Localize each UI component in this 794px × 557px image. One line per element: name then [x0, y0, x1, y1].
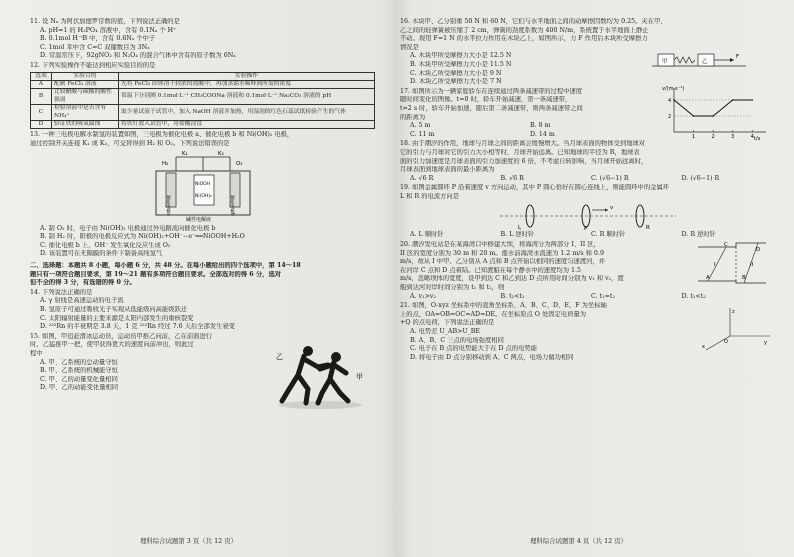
table-header: 实验目的 [52, 72, 119, 80]
table-row [31, 80, 375, 88]
chart-x-tick-label: 4 [750, 133, 754, 140]
velocity-time-chart [658, 82, 770, 144]
niooh-label: NiOOH [195, 181, 211, 187]
q19-line: 19. 如图金属圆环 P 沿着速度 v 方向运动，其中 P 圆心恰好在圆心连线上，则能圆环中的金属环 [400, 184, 670, 192]
q17-options-row [400, 122, 650, 131]
table-cell: 配制 FeCl₃ 溶液 [52, 80, 119, 88]
origin-label: O [724, 339, 728, 346]
q20-option-c: C. t₁=t₂ [591, 292, 615, 300]
q17-option-c: C. 11 m [410, 130, 435, 138]
right-page-footer: 理科综合试题第 4 页（共 12 页） [530, 537, 628, 545]
table-cell: C [31, 105, 52, 121]
q18-option-c: C. (√6−1) R [591, 174, 629, 182]
table-cell: 比较醋酸与碳酸的酸性强弱 [52, 89, 119, 105]
q18-line: 它的引力与月球对它的引力大小相等时，月球开始远离。已知地球的半径为 R，地球表 [400, 148, 640, 156]
table-cell: 常温下分别测 0.1mol·L⁻¹ CH₃COONa 溶液和 0.1mol·L⁻¹ Na₂CO₃ 溶液的 pH [119, 89, 375, 105]
chart-series-line [674, 100, 752, 116]
rings-figure [490, 201, 690, 231]
question-20 [400, 241, 772, 301]
q14-option-c: C. 太阳辐射能量的主要来源是太阳内部发生的重核裂变 [40, 314, 194, 322]
q21-line: 上的点，OA=OB=OC=AD=DE。在坐标原点 O 处固定电荷量为 [400, 310, 587, 318]
ring-r-label: R [646, 225, 650, 232]
q13-line: 13. 一种三电极电解水制氢的装置如图，三电极为催化电极 a、催化电极 b 和 Ni(OH)₂ 电极， [30, 131, 294, 139]
q14-option-a: A. γ 射线是高速运动的电子流 [40, 297, 124, 305]
ring-l-label: L [518, 225, 522, 232]
q11-stem: 11. 设 Nₐ 为阿伏加德罗常数的值，下列说法正确的是 [30, 18, 180, 25]
q15-line: 时，乙猛推甲一把，使甲获得更大的速度向前冲出，则此过 [30, 341, 194, 349]
q20-line: II 区的宽度分别为 30 m 和 20 m。涨水前海湾水流速为 1.2 m/s 和 0.9 [400, 249, 604, 257]
chart-x-tick-label: 3 [731, 133, 735, 140]
h2-label: H₂ [162, 160, 169, 167]
chart-data-point [751, 99, 753, 101]
q13-option-a: A. 制 O₂ 时，电子由 Ni(OH)₂ 电极通过外电路流向催化电极 b [40, 224, 216, 232]
q17-option-a: A. 5 m [410, 122, 431, 130]
table-cell: 验证铁的吸氧腐蚀 [52, 121, 119, 129]
spring-icon [674, 57, 695, 63]
question-18 [400, 140, 772, 183]
ring-p-label: P [584, 226, 588, 232]
chart-data-point [712, 115, 714, 117]
q18-option-d: D. (√6−1) R [681, 174, 720, 182]
left-page [30, 18, 382, 394]
q21-option-c: C. 电子在 B 点的电势能大于在 D 点的电势能 [410, 345, 538, 353]
electrolyte-label: 碱性电解液 [186, 216, 212, 223]
q20-option-a: A. v₁>v₂ [410, 292, 436, 300]
question-17 [400, 85, 772, 142]
table-cell: 取少量试液于试管中，加入 NaOH 溶液并加热，用湿润的红色石蕊试纸检验产生的气体 [119, 105, 375, 121]
q16-line: 乙之间的轻弹簧被压缩了 2 cm，弹簧的劲度系数为 400 N/m，系统置于水平地面上静止 [400, 26, 649, 34]
chart-data-point [673, 99, 675, 101]
skater-a-label: 甲 [356, 372, 363, 381]
q16-option-a: A. 木块甲所受摩擦力大小是 12.5 N [410, 52, 512, 60]
q13-option-b: B. 制 H₂ 时，阳极的电极反应式为 Ni(OH)₂+OH⁻−e⁻══NiOOH+H₂O [40, 233, 245, 241]
q14-stem: 14. 下列说法正确的是 [30, 288, 93, 296]
q11-option-a: A. pH=1 的 H₃PO₄ 溶液中，含有 0.1Nₐ 个 H⁺ [40, 26, 177, 34]
q20-line: m/s，故从 I 中甲、乙分别从 A 点和 B 点开始以相同的速度匀速渡河，并 [400, 258, 606, 266]
question-11 [30, 18, 382, 61]
chart-y-tick-label: 2 [668, 113, 672, 120]
table-row [31, 89, 375, 105]
q20-line: 20. 潮汐发电站是在某海湾口中修建大坝，将海湾分为两部分 I、II 区， [400, 241, 600, 249]
table-header: 选项 [31, 72, 52, 80]
q16-line: 16. 木块甲、乙分别重 50 N 和 60 N，它们与水平地面之间的动摩擦因数均为 0.25。夹在甲、 [400, 18, 667, 25]
q15-line: 15. 如图，甲追赶滑冰运动员，运动员甲推乙向前，乙在前面进行 [30, 332, 213, 340]
q16-option-c: C. 木块乙所受摩擦力大小是 9 N [410, 69, 502, 77]
q17-options-row [400, 131, 650, 140]
river-figure [696, 241, 770, 285]
nickel-electrode [194, 175, 214, 205]
q14-option-d: D. ²²²Rn 的半衰期是 3.8 天，1 克 ²²²Rn 经过 7.6 天后全部发生衰变 [40, 323, 235, 331]
q17-line: 17. 如图所示为一辆家庭轿车在连续通过两条减速带的过程中速度 [400, 87, 583, 95]
electrode-b-label: 催化电极b [229, 194, 235, 216]
q19-option-c: C. R 顺时针 [591, 231, 626, 239]
question-14 [30, 289, 382, 332]
chart-data-point [732, 99, 734, 101]
table-cell: D [31, 121, 52, 129]
q17-option-d: D. 14 m [530, 130, 555, 138]
question-12 [30, 62, 382, 129]
q17-line: 随时间变化的图像。t=0 时，轿车开始减速，第一条减速带， [400, 96, 572, 104]
skater-b-label: 乙 [276, 352, 283, 361]
q11-option-d: D. 常温常压下，92gNO₂ 和 N₂O₄ 的混合气体中含有的原子数为 6Nₐ [40, 52, 236, 60]
q15-option-a: A. 甲、乙系统的总动量守恒 [40, 358, 118, 366]
q18-option-b: B. √6 R [500, 174, 524, 182]
section-2-instructions [30, 262, 382, 288]
q13-line: 通过控制开关连接 K₁ 或 K₂，可交替得到 H₂ 和 O₂。下列说法错误的是 [30, 140, 230, 147]
table-cell: 先将 FeCl₃ 固体溶于较浓的盐酸中，再加蒸馏水稀释到所需的浓度 [119, 80, 375, 88]
q16-option-d: D. 木块乙所受摩擦力大小是 7 N [410, 78, 502, 86]
table-cell: 将铁钉放入试管中，用盐酸浸没 [119, 121, 375, 129]
coordinate-figure [700, 306, 772, 352]
table-cell: B [31, 89, 52, 105]
q21-option-a: A. 电势差 U_AB>U_BE [410, 328, 481, 335]
q21-line: +Q 的点电荷，下列说法正确的是 [400, 319, 495, 327]
electrolysis-diagram [138, 149, 268, 225]
force-arrow-icon [730, 58, 734, 62]
q21-option-b: B. A、B、C 三点的电场强度相同 [410, 336, 504, 344]
q18-option-a: A. √6 R [410, 174, 434, 182]
section-2-line: 但不全的得 3 分，有选错的得 0 分。 [30, 279, 136, 287]
q16-line: 不动。现用 F=1 N 的水平拉力作用在木块乙上，如图所示，力 F 作用后木块所受摩擦力 [400, 35, 648, 43]
block-b-label: 乙 [702, 59, 708, 65]
nioh2-label: Ni(OH)₂ [195, 193, 212, 199]
q19-line: L 和 R 的电流方向是 [400, 192, 460, 200]
table-cell: 检验溶液中是否含有 NH₄⁺ [52, 105, 119, 121]
q21-option-d: D. 将电子由 D 点分别移动到 A、C 两点，电场力做功相同 [410, 353, 574, 361]
question-15 [30, 333, 382, 393]
q11-option-c: C. 1mol 苯中含 C=C 双键数目为 3Nₐ [40, 43, 150, 51]
point-b-label: B [742, 275, 746, 282]
z-axis-label: z [732, 309, 735, 316]
chart-y-tick-label: 4 [668, 97, 672, 104]
o2-label: O₂ [236, 160, 243, 167]
k1-label: K₁ [182, 150, 188, 157]
q19-option-a: A. L 顺时针 [410, 231, 444, 239]
y-axis-label: y [764, 340, 767, 347]
q19-option-d: D. R 逆时针 [681, 231, 716, 239]
q15-option-c: C. 甲、乙的动量变化量相同 [40, 375, 118, 383]
q15-option-b: B. 甲、乙系统的机械能守恒 [40, 367, 118, 375]
block-a-label: 甲 [662, 59, 668, 65]
q18-line: 18. 由于潮汐的作用，地球与月球之间的距离会缓慢增大。当月球表面的物体受到地球对 [400, 140, 646, 148]
q13-option-d: D. 该装置可在无隔膜的条件下制备高纯氢气 [40, 250, 163, 258]
q13-option-c: C. 催化电极 b 上，OH⁻ 发生氧化反应生成 O₂ [40, 241, 171, 249]
q16-line: 情况是 [400, 43, 419, 51]
q15-option-d: D. 甲、乙的动能变化量相同 [40, 384, 119, 392]
section-2-line: 题只有一项符合题目要求，第 19～21 题有多项符合题目要求。全部选对的得 6 分，选对 [30, 270, 282, 278]
chart-x-tick-label: 2 [711, 133, 715, 140]
q16-option-b: B. 木块甲所受摩擦力大小是 11.5 N [410, 60, 512, 68]
q19-figure-area [400, 201, 772, 231]
q18-options-row [400, 175, 772, 184]
region-ii-label: II [750, 262, 754, 269]
velocity-arrow-icon [605, 209, 608, 212]
skaters-figure [274, 339, 366, 411]
q11-option-b: B. 0.1mol H⁻ⁱB 中，含有 0.6Nₐ 个中子 [40, 35, 156, 43]
x-axis-label: x [702, 344, 705, 351]
q14-option-b: B. 氢原子可通过吸收光子实现从低能级向高能级跃迁 [40, 305, 188, 313]
table-cell: A [31, 80, 52, 88]
q18-line: 面的引力加速度是月球表面的引力加速度的 6 倍，不考虑自转影响，当月球开始远离时， [400, 157, 648, 165]
question-21 [400, 302, 772, 362]
q15-line: 程中 [30, 349, 43, 357]
question-13 [30, 131, 382, 259]
q20-line: 在河岸 C 点和 D 点着陆。已知渡船在每个静水中的速度均为 1.5 [400, 266, 582, 274]
chart-x-tick-label: 1 [692, 133, 696, 140]
left-page-footer: 理科综合试题第 3 页（共 12 页） [140, 537, 238, 545]
right-page [400, 18, 772, 363]
table-header-row [31, 72, 375, 80]
q17-line: 的距离为 [400, 113, 426, 121]
velocity-label: v [610, 205, 614, 212]
q20-option-b: B. t₁<t₂ [500, 292, 525, 300]
blocks-spring-figure [650, 48, 750, 72]
question-16 [400, 18, 772, 87]
q19-option-b: B. L 逆时针 [500, 231, 535, 239]
q20-line: 船到达河对岸时间分别为 t₁ 和 t₂，则 [400, 284, 505, 292]
q20-options-row [400, 293, 772, 302]
chart-data-point [693, 115, 695, 117]
electrode-a-label: 催化电极a [165, 194, 171, 216]
table-row [31, 105, 375, 121]
region-i-label: I [714, 262, 716, 269]
point-c-label: C [724, 242, 728, 249]
k2-label: K₂ [218, 150, 224, 157]
table-row [31, 121, 375, 129]
table-header: 实验操作 [119, 72, 375, 80]
chart-y-label: v/(m·s⁻¹) [662, 85, 685, 92]
q20-option-d: D. t₁<t₂ [681, 292, 706, 300]
section-2-line: 二、选择题：本题共 8 小题，每小题 6 分，共 48 分。在每小题给出的四个选项中，第 14～18 [30, 261, 301, 269]
question-19 [400, 184, 772, 240]
q18-line: 月球表面到地球表面的最小距离为 [400, 166, 495, 174]
force-label: F [736, 54, 740, 60]
q17-line: t=2 s 时，轿车开始加速，随后第二条减速带，则两条减速带之间 [400, 104, 583, 112]
q12-stem: 12. 下列实验操作不能达到相应实验目的的是 [30, 61, 156, 69]
point-d-label: D [756, 247, 761, 254]
q21-line: 21. 如图，O-xyz 坐标系中的直角坐标系，A、B、C、D、E、F 为坐标轴 [400, 302, 607, 310]
q17-option-b: B. 8 m [530, 122, 551, 130]
q19-options-row [400, 231, 772, 240]
q12-table [30, 72, 375, 130]
q13-figure-area [30, 149, 382, 225]
chart-x-label: t/s [754, 135, 761, 142]
q20-line: m/s，忽略坝体的宽度，设甲到达 C 和乙到达 D 点所用时间分别为 v₁ 和 v₂，渡 [400, 275, 624, 283]
point-a-label: A [706, 275, 710, 282]
